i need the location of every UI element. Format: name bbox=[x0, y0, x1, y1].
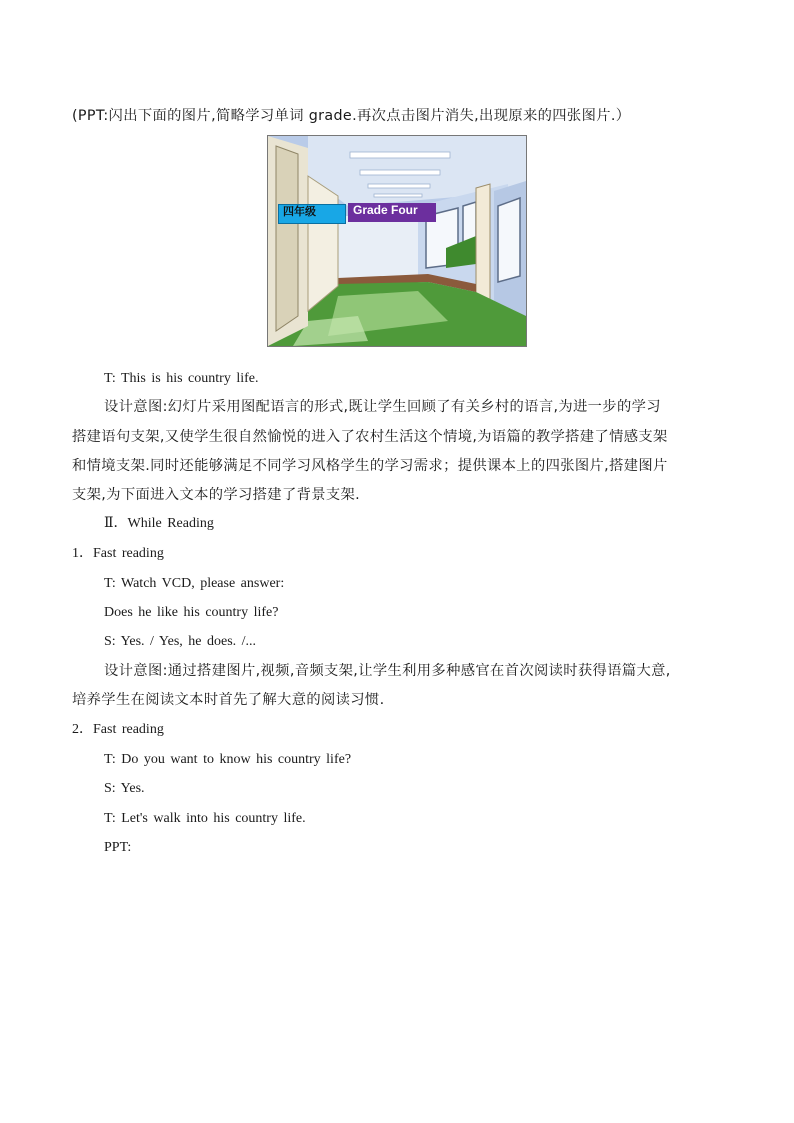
design-intent-2-line-2: 培养学生在阅读文本时首先了解大意的阅读习惯. bbox=[72, 692, 385, 708]
grade-sign-cn: 四年级 bbox=[278, 204, 346, 224]
student-answer-yes-2: S: Yes. bbox=[104, 781, 145, 796]
ceiling-light bbox=[368, 184, 430, 188]
design-intent-1-line-3: 和情境支架.同时还能够满足不同学习风格学生的学习需求；提供课本上的四张图片,搭建图片 bbox=[72, 458, 668, 474]
teacher-line-walk-into: T: Let's walk into his country life. bbox=[104, 811, 306, 826]
design-intent-2-line-1: 设计意图:通过搭建图片,视频,音频支架,让学生利用多种感官在首次阅读时获得语篇大意, bbox=[104, 663, 671, 679]
design-intent-1-line-1: 设计意图:幻灯片采用图配语言的形式,既让学生回顾了有关乡村的语言,为进一步的学习 bbox=[104, 399, 661, 415]
window bbox=[498, 198, 520, 282]
design-intent-1-line-2: 搭建语句支架,又使学生很自然愉悦的进入了农村生活这个情境,为语篇的教学搭建了情感支架 bbox=[72, 429, 668, 445]
ceiling-light bbox=[360, 170, 440, 175]
school-hallway-illustration bbox=[267, 135, 527, 347]
intro-line: (PPT:闪出下面的图片,简略学习单词 grade.再次点击图片消失,出现原来的四张图片.） bbox=[72, 108, 631, 124]
teacher-line-watch-vcd: T: Watch VCD, please answer: bbox=[104, 576, 285, 591]
item-1-fast-reading: 1．Fast reading bbox=[72, 546, 164, 561]
door bbox=[276, 146, 298, 331]
ceiling-light bbox=[350, 152, 450, 158]
ceiling-light bbox=[374, 194, 422, 197]
item-2-fast-reading: 2．Fast reading bbox=[72, 722, 164, 737]
student-answer-yes: S: Yes. / Yes, he does. /... bbox=[104, 634, 257, 649]
back-wall bbox=[338, 216, 428, 281]
grade-sign-en: Grade Four bbox=[348, 203, 436, 222]
teacher-line-country-life: T: This is his country life. bbox=[104, 371, 259, 386]
teacher-line-want-to-know: T: Do you want to know his country life? bbox=[104, 752, 352, 767]
hallway-picture bbox=[268, 136, 526, 346]
ppt-label: PPT: bbox=[104, 840, 132, 855]
design-intent-1-line-4: 支架,为下面进入文本的学习搭建了背景支架. bbox=[72, 487, 361, 503]
question-like-country-life: Does he like his country life? bbox=[104, 605, 279, 620]
section-while-reading: Ⅱ．While Reading bbox=[104, 516, 214, 531]
